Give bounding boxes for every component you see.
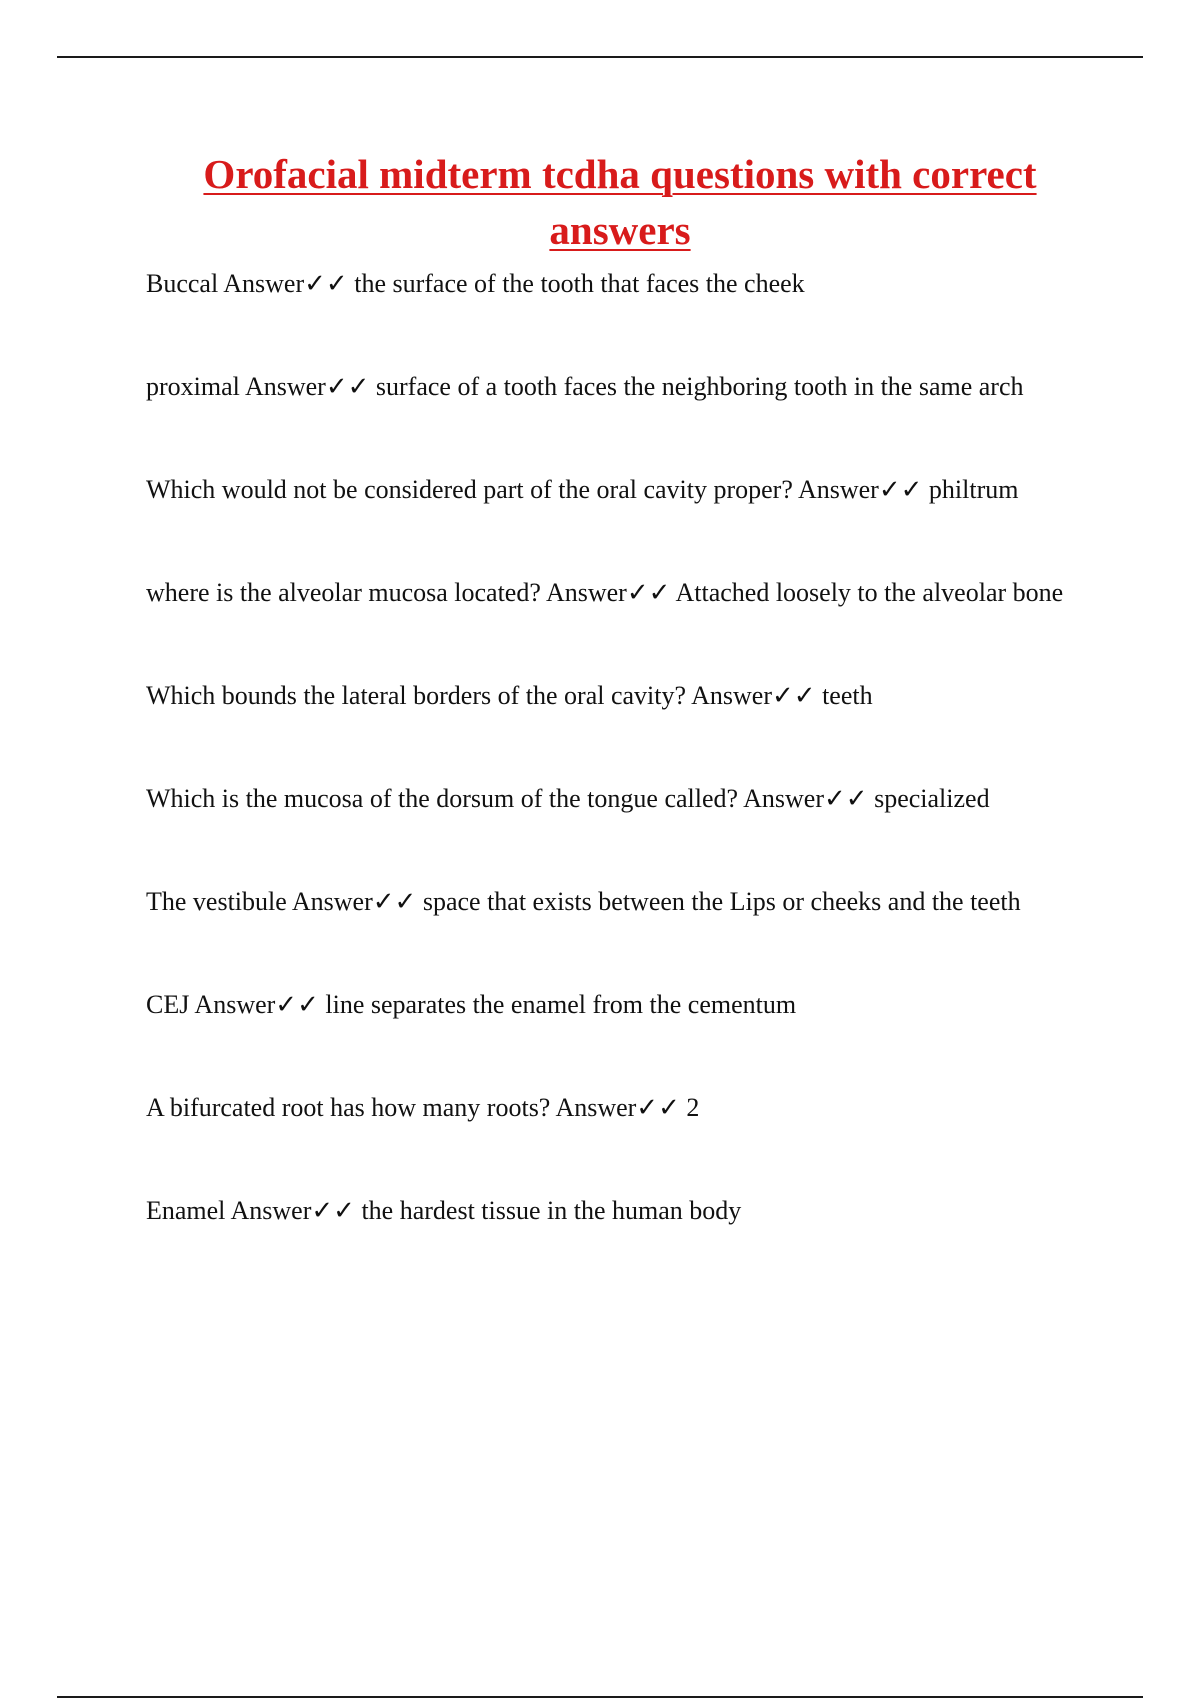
question-text: The vestibule xyxy=(146,887,287,916)
bottom-rule xyxy=(57,1696,1143,1698)
qa-item xyxy=(146,987,1086,1022)
qa-list xyxy=(146,266,1086,1296)
qa-item xyxy=(146,472,1086,507)
answer-marker: Answer✓✓ xyxy=(194,990,319,1019)
question-text: Which bounds the lateral borders of the oral cavity? xyxy=(146,681,687,710)
qa-item xyxy=(146,575,1086,610)
qa-item xyxy=(146,369,1086,404)
answer-text: Attached loosely to the alveolar bone xyxy=(675,578,1064,607)
question-text: A bifurcated root has how many roots? xyxy=(146,1093,551,1122)
question-text: where is the alveolar mucosa located? xyxy=(146,578,541,607)
answer-text: the hardest tissue in the human body xyxy=(361,1196,742,1225)
answer-text: the surface of the tooth that faces the cheek xyxy=(354,269,805,298)
answer-marker: Answer✓✓ xyxy=(555,1093,680,1122)
page-title: Orofacial midterm tcdha questions with correct answers xyxy=(203,151,1037,253)
answer-text: philtrum xyxy=(928,475,1019,504)
answer-text: space that exists between the Lips or cheeks and the teeth xyxy=(422,887,1021,916)
qa-item xyxy=(146,266,1086,301)
question-text: Buccal xyxy=(146,269,219,298)
qa-item xyxy=(146,884,1086,919)
qa-item xyxy=(146,1193,1086,1228)
qa-item xyxy=(146,1090,1086,1125)
question-text: Enamel xyxy=(146,1196,226,1225)
answer-marker: Answer✓✓ xyxy=(545,578,671,607)
answer-marker: Answer✓✓ xyxy=(230,1196,355,1225)
answer-marker: Answer✓✓ xyxy=(291,887,417,916)
answer-marker: Answer✓✓ xyxy=(244,372,370,401)
answer-marker: Answer✓✓ xyxy=(797,475,923,504)
question-text: Which would not be considered part of the oral cavity proper? xyxy=(146,475,793,504)
answer-text: 2 xyxy=(686,1093,700,1122)
qa-item xyxy=(146,678,1086,713)
answer-text: surface of a tooth faces the neighboring tooth in the same arch xyxy=(375,372,1024,401)
question-text: Which is the mucosa of the dorsum of the tongue called? xyxy=(146,784,739,813)
answer-text: teeth xyxy=(822,681,873,710)
answer-marker: Answer✓✓ xyxy=(743,784,868,813)
question-text: proximal xyxy=(146,372,240,401)
answer-text: specialized xyxy=(874,784,990,813)
answer-marker: Answer✓✓ xyxy=(691,681,816,710)
answer-text: line separates the enamel from the cementum xyxy=(325,990,797,1019)
question-text: CEJ xyxy=(146,990,190,1019)
answer-marker: Answer✓✓ xyxy=(223,269,348,298)
top-rule xyxy=(57,56,1143,58)
qa-item xyxy=(146,781,1086,816)
